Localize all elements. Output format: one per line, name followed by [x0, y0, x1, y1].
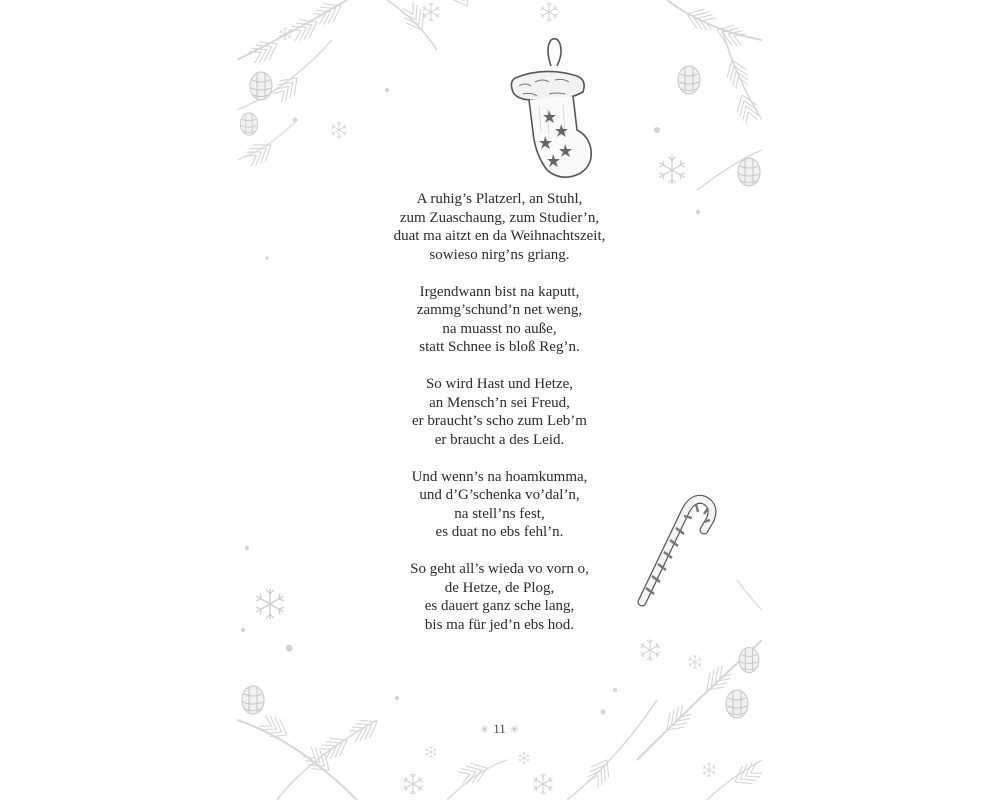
poem-line: duat ma aitzt en da Weihnachtszeit, — [393, 228, 606, 244]
poem-line: na stell’ns fest, — [454, 505, 545, 522]
page-number-value: 11 — [493, 721, 506, 736]
poem-line: zum Zuaschaung, zum Studier’n, — [399, 209, 600, 226]
poem-line: er braucht’s scho zum Leb’m — [412, 413, 587, 429]
poem-line: es dauert ganz sche lang, — [424, 598, 575, 614]
poem-line: Und wenn’s na hoamkumma, — [411, 468, 588, 485]
page-number — [237, 721, 762, 737]
poem-line: er braucht a des Leid. — [434, 431, 565, 448]
poem — [237, 190, 762, 653]
snowflake-icon: ✳ — [509, 724, 519, 736]
stocking-icon — [505, 36, 597, 182]
poem-line: Irgendwann bist na kaputt, — [419, 283, 580, 300]
poem-line: bis ma für jed’n ebs hod. — [424, 616, 575, 633]
stanza — [237, 560, 762, 634]
snowflake-icon: ✳ — [480, 724, 490, 736]
poem-line: und d’G’schenka vo’dal’n, — [419, 487, 580, 503]
poem-line: an Mensch’n sei Freud, — [429, 394, 570, 411]
poem-line: zammg’schund’n net weng, — [416, 302, 583, 318]
stanza — [237, 375, 762, 449]
poem-line: So geht all’s wieda vo vorn o, — [410, 561, 589, 577]
stanza — [237, 283, 762, 357]
stanza — [237, 468, 762, 542]
stanza — [237, 190, 762, 264]
poem-line: statt Schnee is bloß Reg’n. — [419, 339, 580, 355]
poem-line: sowieso nirg’ns griang. — [429, 246, 570, 263]
poem-line: de Hetze, de Plog, — [444, 579, 555, 596]
poem-line: na muasst no auße, — [442, 320, 557, 337]
poem-line: So wird Hast und Hetze, — [425, 376, 574, 392]
poem-line: A ruhig’s Platzerl, an Stuhl, — [416, 191, 583, 207]
poem-line: es duat no ebs fehl’n. — [435, 524, 564, 540]
book-page — [237, 0, 762, 800]
